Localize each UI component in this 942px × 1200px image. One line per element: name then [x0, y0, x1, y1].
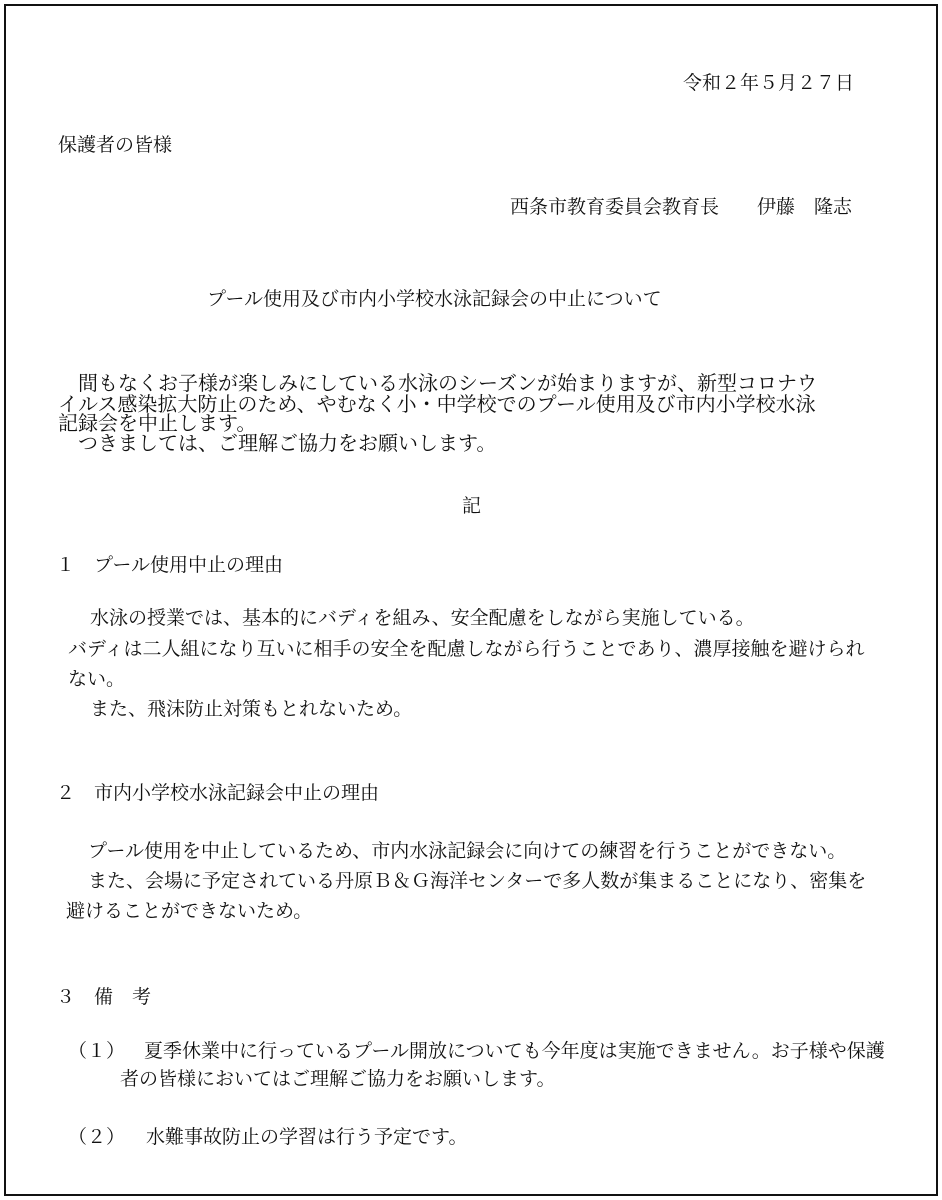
- section-line: バディは二人組になり互いに相手の安全を配慮しながら行うことであり、濃厚接触を避けられ: [68, 638, 865, 660]
- section-line: また、会場に予定されている丹原Ｂ＆Ｇ海洋センターで多人数が集まることになり、密集を: [88, 870, 867, 892]
- item-line: 夏季休業中に行っているプール開放についても今年度は実施できません。お子様や保護: [144, 1040, 885, 1062]
- section-line: 避けることができないため。: [66, 900, 313, 922]
- intro-line: 記録会を中止します。: [58, 411, 257, 435]
- intro-line: イルス感染拡大防止のため、やむなく小・中学校でのプール使用及び市内小学校水泳: [58, 392, 816, 416]
- section-line: ない。: [68, 668, 126, 690]
- section-line: 水泳の授業では、基本的にバディを組み、安全配慮をしながら実施している。: [90, 607, 755, 629]
- ki-marker: 記: [462, 495, 482, 517]
- intro-line: 間もなくお子様が楽しみにしている水泳のシーズンが始まりますが、新型コロナウ: [78, 371, 817, 395]
- section-heading: ２ 市内小学校水泳記録会中止の理由: [56, 782, 380, 804]
- recipient: 保護者の皆様: [58, 134, 173, 156]
- notice-title: プール使用及び市内小学校水泳記録会の中止について: [207, 288, 662, 310]
- intro-line: つきましては、ご理解ご協力をお願いします。: [78, 431, 497, 455]
- section-heading: １ プール使用中止の理由: [56, 554, 284, 576]
- notice-date: 令和２年５月２７日: [683, 72, 855, 94]
- document-frame: [4, 4, 938, 1196]
- section-line: プール使用を中止しているため、市内水泳記録会に向けての練習を行うことができない。: [88, 840, 847, 862]
- item-number: （２）: [68, 1126, 126, 1148]
- item-line: 者の皆様においてはご理解ご協力をお願いします。: [120, 1068, 556, 1090]
- item-line: 水難事故防止の学習は行う予定です。: [146, 1126, 468, 1148]
- section-heading: ３ 備 考: [56, 986, 152, 1008]
- sender: 西条市教育委員会教育長 伊藤 隆志: [510, 196, 853, 218]
- item-number: （１）: [68, 1040, 126, 1062]
- section-line: また、飛沫防止対策もとれないため。: [90, 698, 413, 720]
